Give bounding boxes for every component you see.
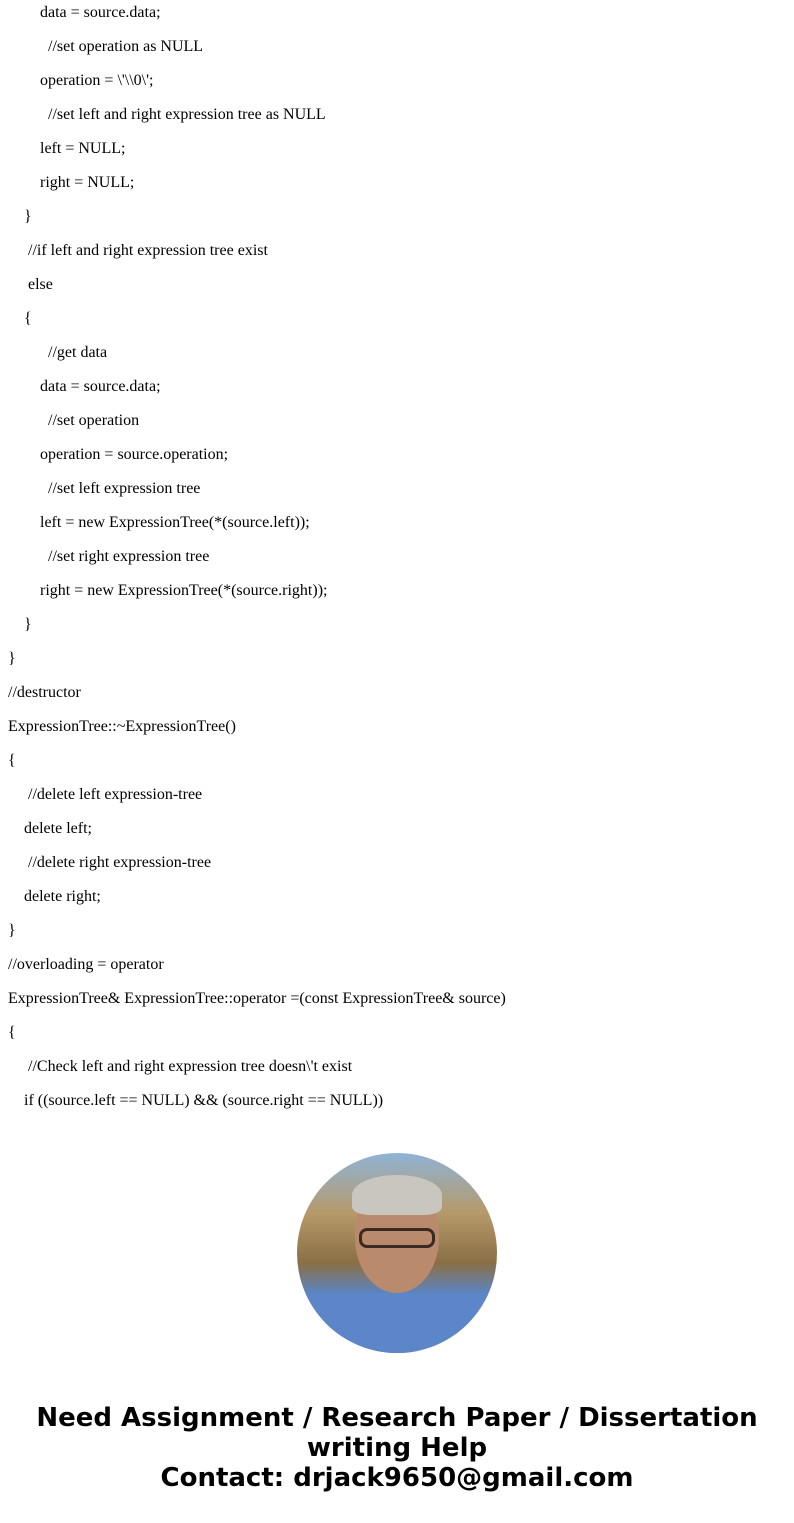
code-line: //delete right expression-tree [28,854,212,871]
code-line: { [8,1024,16,1041]
code-line: //set right expression tree [48,548,210,565]
code-line: { [8,752,16,769]
code-line: //destructor [8,684,81,701]
code-line: left = new ExpressionTree(*(source.left)); [40,514,310,531]
photo-hair [352,1175,442,1215]
code-line: //delete left expression-tree [28,786,203,803]
code-line: data = source.data; [40,378,161,395]
code-line: operation = source.operation; [40,446,229,463]
help-text: Need Assignment / Research Paper / Dissertation writing Help [36,1403,758,1463]
photo-shirt [297,1293,497,1353]
code-line: operation = \'\\0\'; [40,72,154,89]
code-line: //overloading = operator [8,956,164,973]
code-line: left = NULL; [40,140,126,157]
code-line: ExpressionTree& ExpressionTree::operator =(const ExpressionTree& source) [8,990,506,1007]
code-line: if ((source.left == NULL) && (source.right == NULL)) [24,1092,384,1109]
contact-email: Contact: drjack9650@gmail.com [160,1463,634,1493]
code-line: { [24,310,32,327]
code-line: delete right; [24,888,101,905]
code-line: //Check left and right expression tree doesn\'t exist [28,1058,353,1075]
code-line: ExpressionTree::~ExpressionTree() [8,718,236,735]
code-line: right = new ExpressionTree(*(source.right)); [40,582,328,599]
code-line: //set left expression tree [48,480,201,497]
code-line: else [28,276,53,293]
code-line: } [24,208,32,225]
code-line: } [24,616,32,633]
code-line: //set left and right expression tree as NULL [48,106,326,123]
contact-banner [0,1403,794,1493]
code-line: } [8,650,16,667]
code-line: data = source.data; [40,4,161,21]
author-photo [297,1153,497,1353]
code-line: right = NULL; [40,174,135,191]
code-line: } [8,922,16,939]
code-line: delete left; [24,820,92,837]
photo-glasses [359,1228,435,1248]
code-line: //set operation as NULL [48,38,204,55]
code-line: //set operation [48,412,140,429]
code-line: //if left and right expression tree exist [28,242,268,259]
code-line: //get data [48,344,108,361]
